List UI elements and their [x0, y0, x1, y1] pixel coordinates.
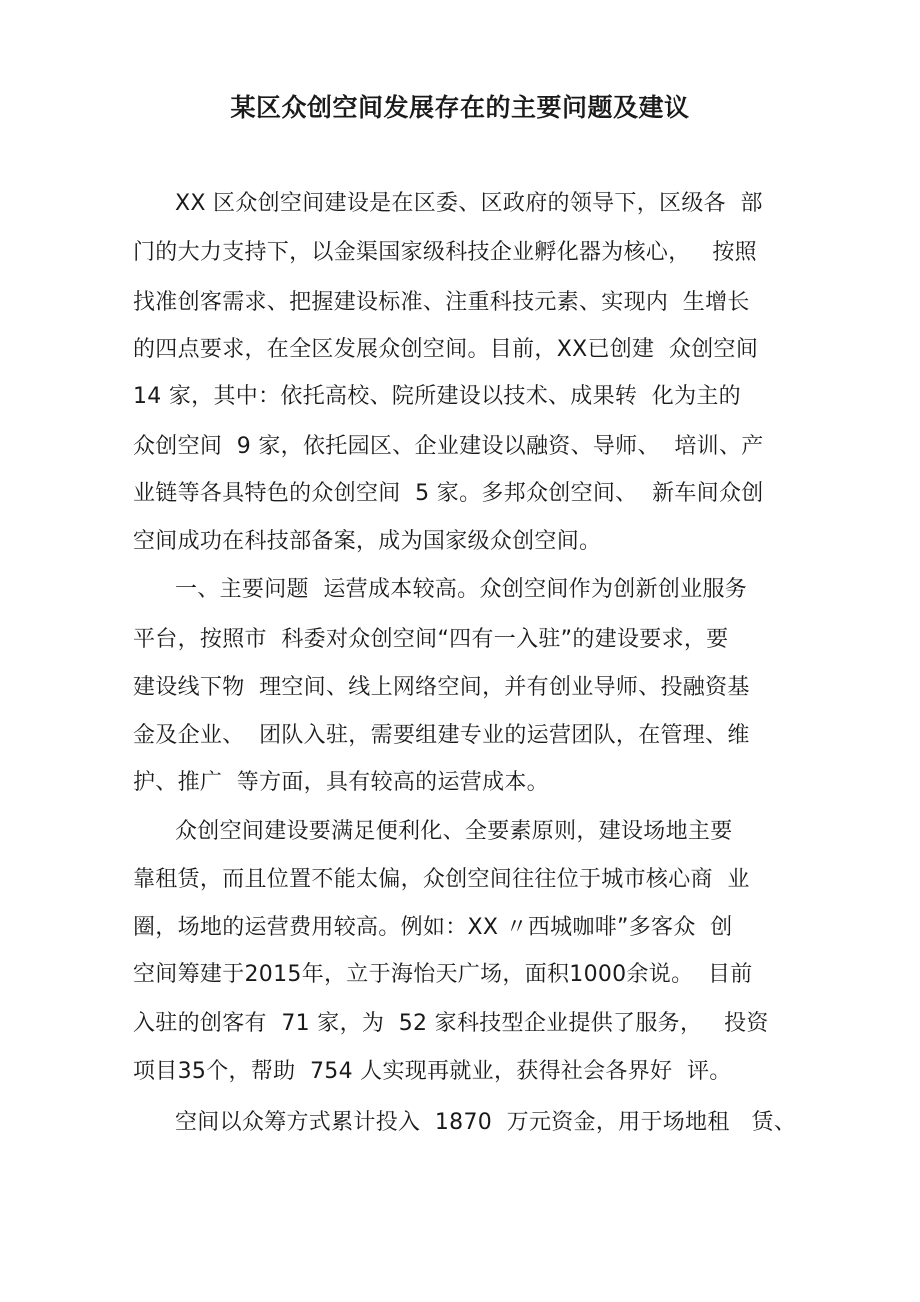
paragraph-line: 众创空间 9 家，依托园区、企业建设以融资、导师、 培训、产 — [133, 434, 764, 459]
paragraph-line: 14 家，其中：依托高校、院所建设以技术、成果转 化为主的 — [133, 384, 741, 409]
paragraph-line: 靠租赁，而且位置不能太偏，众创空间往往位于城市核心商 业 — [133, 867, 750, 892]
paragraph-line: 建设线下物 理空间、线上网络空间，并有创业导师、投融资基 — [133, 675, 750, 700]
paragraph-line: 门的大力支持下，以金渠国家级科技企业孵化器为核心， 按照 — [133, 240, 757, 265]
paragraph-line: 平台，按照市 科委对众创空间“四有一入驻”的建设要求，要 — [133, 627, 729, 652]
paragraph-line: 入驻的创客有 71 家，为 52 家科技型企业提供了服务， 投资 — [133, 1011, 769, 1036]
paragraph-line: 护、推广 等方面，具有较高的运营成本。 — [133, 770, 549, 795]
paragraph-line: 空间成功在科技部备案，成为国家级众创空间。 — [133, 529, 602, 554]
paragraph-line: 业链等各具特色的众创空间 5 家。多邦众创空间、 新车间众创 — [133, 481, 764, 506]
paragraph-line: 的四点要求，在全区发展众创空间。目前，XX已创建 众创空间 — [133, 337, 759, 362]
paragraph-line: 项目35个，帮助 754 人实现再就业，获得社会各界好 评。 — [133, 1059, 732, 1084]
paragraph-line: 圈，场地的运营费用较高。例如：XX 〃西城咖啡”多客众 创 — [133, 915, 733, 940]
paragraph-line: 找准创客需求、把握建设标准、注重科技元素、实现内 生增长 — [133, 290, 750, 315]
paragraph-line: 一、主要问题 运营成本较高。众创空间作为创新创业服务 — [175, 577, 748, 602]
paragraph-line: XX 区众创空间建设是在区委、区政府的领导下，区级各 部 — [175, 191, 763, 216]
paragraph-line: 金及企业、 团队入驻，需要组建专业的运营团队，在管理、维 — [133, 723, 750, 748]
document-title: 某区众创空间发展存在的主要问题及建议 — [230, 93, 690, 122]
paragraph-line: 众创空间建设要满足便利化、全要素原则，建设场地主要 — [175, 819, 733, 844]
paragraph-line: 空间以众筹方式累计投入 1870 万元资金，用于场地租 赁、 — [175, 1110, 797, 1135]
paragraph-line: 空间筹建于2015年，立于海怡天广场，面积1000余说。 目前 — [133, 962, 753, 987]
